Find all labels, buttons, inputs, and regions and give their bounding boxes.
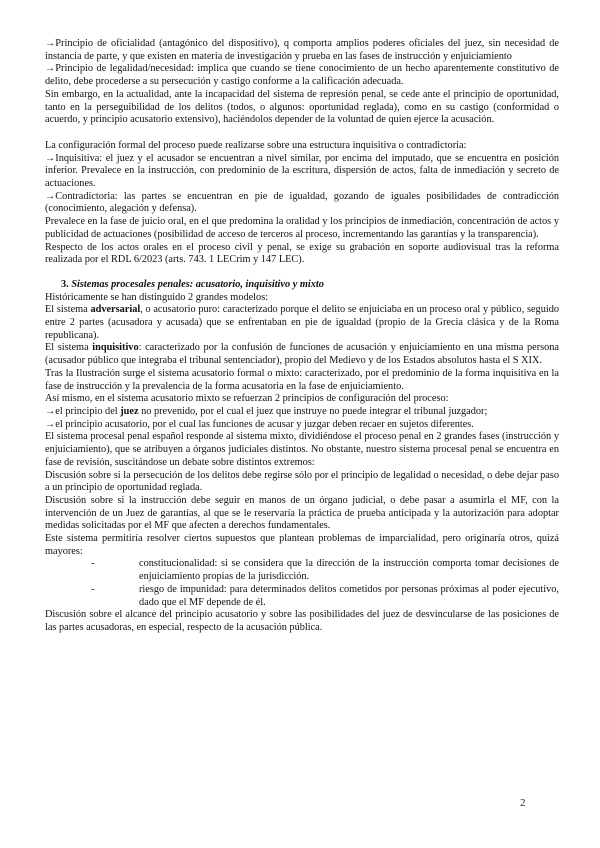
paragraph-discusion-legalidad: Discusión sobre si la persecución de los delitos debe regirse sólo por el principio de legalidad o necesidad, o debe dejar paso a un principio de oportunidad reglada. (45, 469, 559, 494)
text-run: no prevenido, por el cual el juez que instruye no puede integrar el tribunal juzgador; (138, 405, 488, 417)
paragraph-adversarial (45, 304, 559, 342)
paragraph-configuracion: La configuración formal del proceso puede realizarse sobre una estructura inquisitiva o contradictoria: (45, 139, 467, 151)
spacer (45, 127, 559, 140)
list-item-text: riesgo de impunidad: para determinados delitos cometidos por personas próximas al poder ejecutivo, dado que el MF depende de él. (139, 583, 559, 608)
page-number: 2 (520, 797, 526, 809)
list-item-text: constitucionalidad: si se considera que la dirección de la instrucción comporta tomar decisiones de enjuiciamiento propias de la jurisdicción. (139, 558, 559, 583)
text-run: El sistema (45, 304, 91, 316)
paragraph-grabacion: Respecto de los actos orales en el proceso civil y penal, se exige su grabación en soporte audiovisual tras la reforma realizada por el RDL 6/2023 (arts. 743. 1 LECrim y 147 LEC). (45, 241, 559, 266)
paragraph-discusion-instruccion: Discusión sobre si la instrucción debe seguir en manos de un órgano judicial, o debe pasar a asumirla el MF, con la intervención de un Juez de garantías, al que se le reservaría la práctica de prueba anticipada y la autorización para adoptar medidas solicitadas por el MF que afecten a derechos fundamentales. (45, 494, 559, 532)
bullet-list (45, 558, 559, 609)
paragraph-asimismo: Así mismo, en el sistema acusatorio mixto se refuerzan 2 principios de configuración del proceso: (45, 393, 449, 405)
text-run: →el principio del (45, 405, 121, 417)
section-heading (45, 279, 559, 292)
paragraph-contradictoria: →Contradictoria: las partes se encuentran en pie de igualdad, gozando de iguales posibilidades de contradicción (conocimiento, alegación y defensa). (45, 190, 559, 215)
paragraph-oportunidad: Sin embargo, en la actualidad, ante la incapacidad del sistema de represión penal, se cede ante el principio de oportunidad, tanto en la perseguibilidad de los delitos (todos, o algunos: oportunidad reglada), como en su castigo (conformidad o acuerdo, y principio acusatorio extensivo), haciéndolos depender de la voluntad de quien ejerce la acusación. (45, 88, 559, 126)
bold-term-adversarial: adversarial (90, 304, 141, 316)
paragraph-discusion-acusatorio: Discusión sobre el alcance del principio acusatorio y sobre las posibilidades del juez de desvincularse de las posiciones de las partes acusadoras, en especial, respecto de la acusación pública. (45, 609, 559, 633)
paragraph-juez-no-prevenido (45, 406, 559, 419)
bullet-marker: - (91, 583, 95, 595)
paragraph-inquisitivo (45, 342, 559, 367)
paragraph-principio-acusatorio: →el principio acusatorio, por el cual las funciones de acusar y juzgar deben recaer en sujetos diferentes. (45, 418, 474, 430)
bullet-marker: - (91, 558, 95, 570)
section-title: Sistemas procesales penales: acusatorio, inquisitivo y mixto (71, 278, 324, 290)
paragraph-juicio-oral: Prevalece en la fase de juicio oral, en el que predomina la oralidad y los principios de inmediación, concentración de actos y publicidad de actuaciones (posibilidad de acceso de terceros al proceso, incrementando las garantías y la transparencia). (45, 216, 559, 240)
paragraph-ilustracion: Tras la Ilustración surge el sistema acusatorio formal o mixto: caracterizado, por el predominio de la forma inquisitiva en la fase de instrucción y la prevalencia de la forma acusatoria en la fase de enjuiciamiento. (45, 367, 559, 392)
paragraph-modelos: Históricamente se han distinguido 2 grandes modelos: (45, 291, 269, 303)
paragraph-permitiria: Este sistema permitiría resolver ciertos supuestos que plantean problemas de imparcialidad, pero originaría otros, quizá mayores: (45, 533, 559, 557)
bold-term-juez: juez (120, 405, 139, 417)
bold-term-inquisitivo: inquisitivo (92, 342, 139, 354)
section-number: 3. (61, 278, 69, 290)
document-page (45, 38, 559, 635)
list-item (87, 584, 559, 609)
text-run: El sistema (45, 342, 93, 354)
paragraph-sistema-espanol: El sistema procesal penal español responde al sistema mixto, dividiéndose el proceso penal en 2 grandes fases (instrucción y enjuiciamiento), que se atribuyen a órganos judiciales distintos. No obstante, nuestro sistema procesal penal se encuentra en fase de revisión, suscitándose un debate sobre distintos extremos: (45, 431, 559, 468)
list-item (87, 558, 559, 583)
text-run: , o acusatorio puro: caracterizado porque el delito se enjuiciaba en un proceso oral y público, seguido entre 2 partes (acusadora y acusada) que se enfrentaban en pie de igualdad (propio de la Grecia clásica y de la Roma republicana). (45, 304, 560, 341)
paragraph-oficialidad: →Principio de oficialidad (antagónico del dispositivo), q comporta amplios poderes oficiales del juez, sin necesidad de instancia de parte, y que existen en materia de investigación y prueba en las fases de instrucción y enjuiciamiento (45, 38, 559, 62)
text-run: : caracterizado por la confusión de funciones de acusación y enjuiciamiento en una misma persona (acusador público que integraba el tribunal sentenciador), propio del Medievo y de los Estados absolutos hasta el S XIX. (45, 342, 560, 367)
paragraph-legalidad: →Principio de legalidad/necesidad: implica que cuando se tiene conocimiento de un hecho aparentemente constitutivo de delito, debe procederse a su persecución y castigo conforme a la calificación adecuada. (45, 63, 559, 88)
paragraph-inquisitiva: →Inquisitiva: el juez y el acusador se encuentran a nivel similar, por encima del imputado, que se encuentra en posición inferior. Prevalece en la instrucción, con predominio de la escritura, dispersión de actos, falta de inmediación y secreto de actuaciones. (45, 152, 559, 190)
